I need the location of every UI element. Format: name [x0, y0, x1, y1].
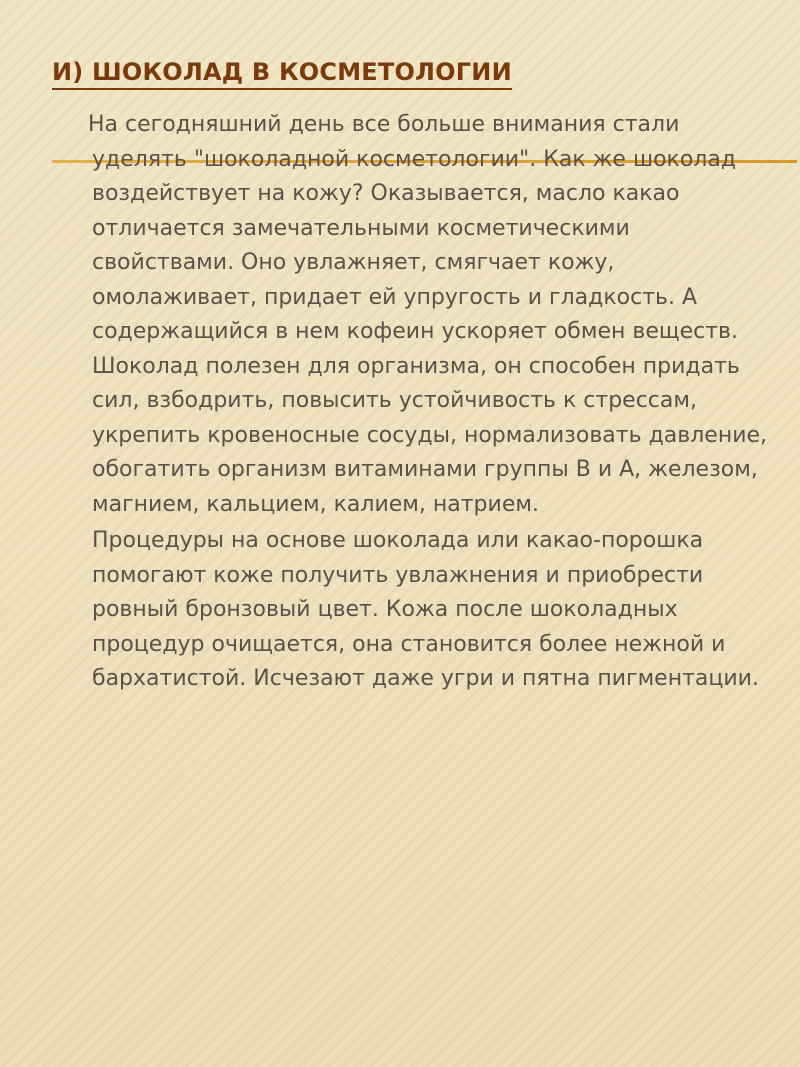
slide-title: И) ШОКОЛАД В КОСМЕТОЛОГИИ	[52, 56, 512, 90]
body-paragraph-2: Процедуры на основе шоколада или какао-порошка помогают коже получить увлажнения и приобрести ровный бронзовый цвет. Кожа после шоколадных процедур очищается, она становится более нежной и бархатистой. Исчезают даже угри и пятна пигментации.	[92, 528, 759, 691]
slide-body	[88, 108, 772, 697]
body-paragraph-1: На сегодняшний день все больше внимания стали уделять "шоколадной косметологии". Как же шоколад воздействует на кожу? Оказывается, масло какао отличается замечательными косметическими свойствами. Оно увлажняет, смягчает кожу, омолаживает, придает ей упругость и гладкость. А содержащийся в нем кофеин ускоряет обмен веществ. Шоколад полезен для организма, он способен придать сил, взбодрить, повысить устойчивость к стрессам, укрепить кровеносные сосуды, нормализовать давление, обогатить организм витаминами группы В и А, железом, магнием, кальцием, калием, натрием.	[88, 112, 768, 517]
